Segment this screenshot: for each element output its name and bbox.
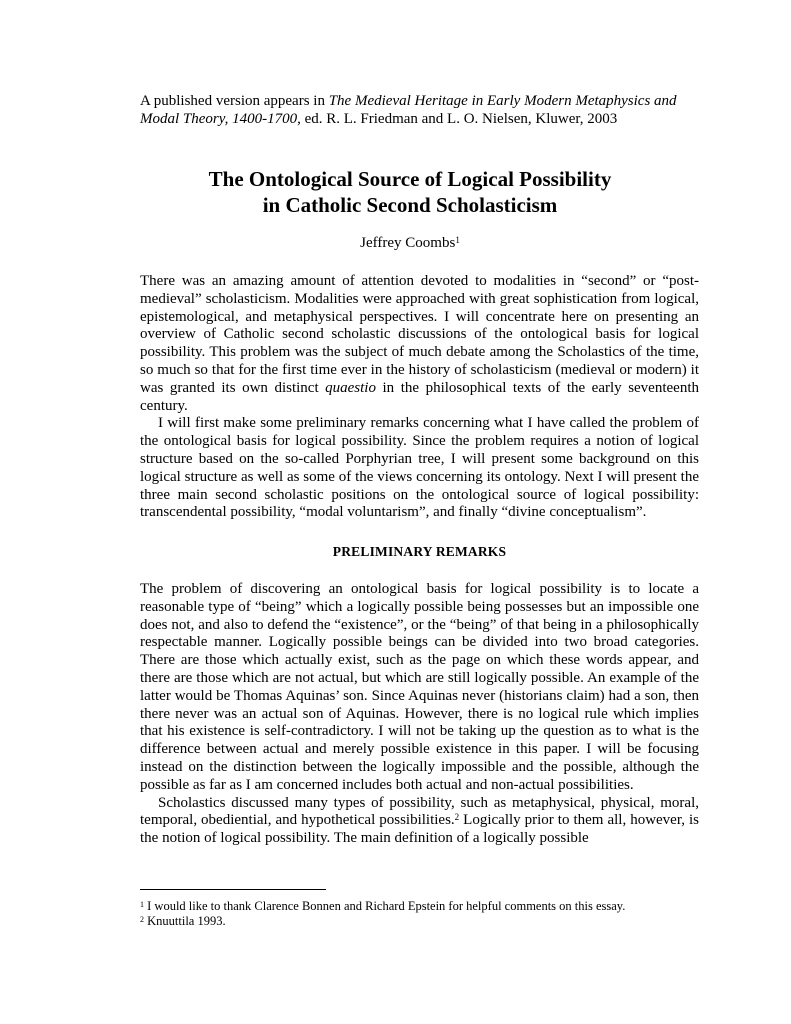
- section-paragraph-2: [140, 795, 699, 848]
- intro-p1-text-end: in the philosophical texts of the early seventeenth century.: [140, 379, 699, 414]
- footnote-2-mark: 2: [140, 915, 144, 924]
- pub-note-prefix: A published version appears in: [140, 93, 329, 109]
- paper-title: [100, 166, 720, 218]
- author-name: Jeffrey Coombs: [360, 235, 456, 251]
- footnote-mark-2[interactable]: 2: [454, 812, 460, 823]
- footnote-1-text: I would like to thank Clarence Bonnen and Richard Epstein for helpful comments on this essay.: [144, 899, 626, 913]
- footnote-1-mark: 1: [140, 900, 144, 909]
- pub-note-book-title: The Medieval Heritage in Early Modern Metaphysics and Modal Theory, 1400-1700: [140, 93, 677, 127]
- intro-paragraph-2: I will first make some preliminary remarks concerning what I have called the problem of the ontological basis for logical possibility. Since the problem requires a notion of logical structure based on the so-called Porphyrian tree, I will present some background on this logical structure as well as some of the views concerning its ontology. Next I will present the three main second scholastic positions on the ontological source of logical possibility: transcendental possibility, “modal voluntarism”, and finally “divine conceptualism”.: [140, 415, 699, 521]
- intro-p1-text: There was an amazing amount of attention devoted to modalities in “second” or “post-medieval” scholasticism. Modalities were approached with great sophistication from logical, epistemological, and metaphysical perspectives. I will concentrate here on presenting an overview of Catholic second scholastic discussions of the ontological basis for logical possibility. This problem was the subject of much debate among the Scholastics of the time, so much so that for the first time ever in the history of scholasticism (medieval or modern) it was granted its own distinct: [140, 273, 699, 396]
- title-line-1: The Ontological Source of Logical Possibility: [208, 167, 612, 191]
- author-footnote-mark[interactable]: 1: [455, 235, 460, 245]
- section-heading: PRELIMINARY REMARKS: [332, 544, 507, 560]
- publication-note: [140, 92, 700, 128]
- pub-note-suffix: , ed. R. L. Friedman and L. O. Nielsen, Kluwer, 2003: [297, 111, 618, 127]
- body-text: [140, 273, 699, 848]
- intro-paragraph-1: [140, 273, 699, 415]
- footnote-1: [140, 899, 700, 914]
- footnotes: [140, 899, 700, 929]
- section-paragraph-1: The problem of discovering an ontological basis for logical possibility is to locate a reasonable type of “being” which a logically possible being possesses but an impossible one does not, and also to defend the “existence”, or the “being” of that being in a philosophically respectable manner. Logically possible beings can be divided into two broad categories. There are those which actually exist, such as the page on which these words appear, and there are those which are not actual, but which are still logically possible. An example of the latter would be Thomas Aquinas’ son. Since Aquinas never (historians claim) had a son, then there never was an actual son of Aquinas. However, there is no logical rule which implies that his existence is self-contradictory. I will not be taking up the question as to what is the difference between actual and merely possible existence in this paper. I will be focusing instead on the distinction between the logically impossible and the possible, although the possible as far as I am concerned includes both actual and non-actual possibilities.: [140, 580, 699, 793]
- quaestio-term: quaestio: [325, 379, 376, 396]
- footnote-2-text: Knuuttila 1993.: [144, 914, 226, 928]
- footnote-2: [140, 914, 700, 929]
- title-line-2: in Catholic Second Scholasticism: [262, 193, 558, 217]
- author-line: [100, 234, 720, 252]
- footnote-separator: [140, 889, 326, 890]
- section-p2-text: Scholastics discussed many types of possibility, such as metaphysical, physical, moral, temporal, obediential, and hypothetical possibilities.: [140, 794, 699, 829]
- section-p2-text-end: Logically prior to them all, however, is the notion of logical possibility. The main definition of a logically possible: [140, 812, 699, 847]
